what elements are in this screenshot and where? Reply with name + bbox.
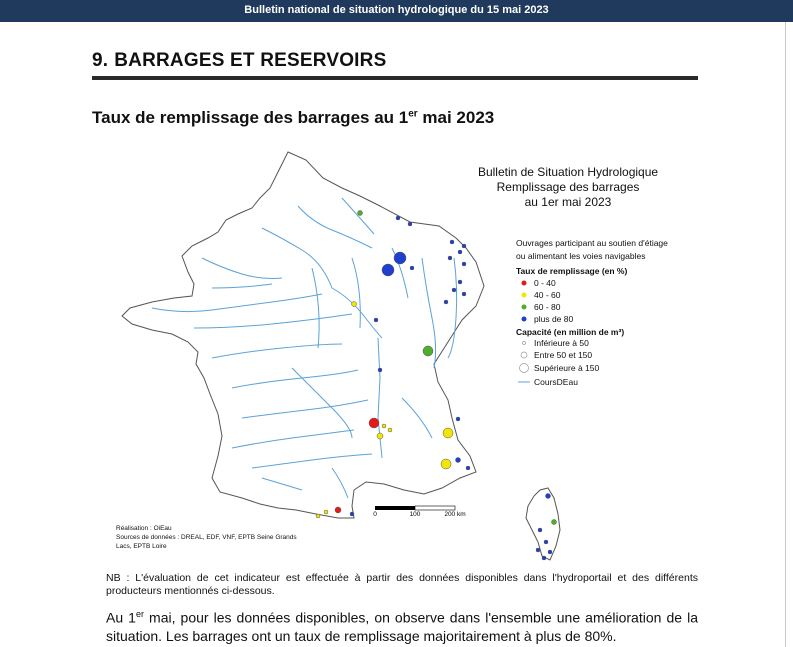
legend-intro-1: Ouvrages participant au soutien d'étiage <box>516 238 668 248</box>
reservoir-point <box>546 494 551 499</box>
figure-subtitle <box>92 108 494 128</box>
reservoir-point <box>458 280 462 284</box>
reservoir-point <box>316 514 320 518</box>
legend-intro-2: ou alimentant les voies navigables <box>516 251 646 261</box>
reservoir-point <box>408 222 412 226</box>
legend-swatch-blue <box>522 317 527 322</box>
reservoir-point <box>456 458 461 463</box>
reservoir-point <box>452 288 456 292</box>
scale-label: 200 km <box>444 511 466 518</box>
scale-label: 100 <box>409 511 421 518</box>
legend-rate-title: Taux de remplissage (en %) <box>516 266 628 276</box>
reservoir-point <box>350 512 354 516</box>
reservoir-point <box>352 302 357 307</box>
summary-paragraph <box>106 605 698 645</box>
reservoir-point <box>443 428 453 438</box>
reservoir-point <box>444 300 448 304</box>
reservoir-point <box>396 216 400 220</box>
reservoir-point <box>382 264 394 276</box>
legend-swatch-yellow <box>522 293 527 298</box>
legend-river-label: CoursDEau <box>534 377 578 387</box>
legend-rate-label: 0 - 40 <box>534 278 556 288</box>
paragraph-rest: mai, pour les données disponibles, on observe dans l'ensemble une amélioration de la situation. Les barrages ont un taux de remplissage majoritairement à plus de 80%. <box>106 609 698 644</box>
nb-note: NB : L'évaluation de cet indicateur est effectuée à partir des données disponibles dans l'hydroportail et des différents producteurs mentionnés ci-dessous. <box>106 572 698 597</box>
france-outline <box>122 152 484 518</box>
map-legend <box>516 238 668 387</box>
section-rule <box>92 76 698 80</box>
map-title-line-2: Remplissage des barrages <box>496 180 640 194</box>
reservoir-point <box>458 250 462 254</box>
legend-swatch-red <box>522 281 527 286</box>
reservoir-point <box>423 346 433 356</box>
map-credit-3: Lacs, EPTB Loire <box>116 543 167 550</box>
section-heading <box>92 50 386 72</box>
reservoir-point <box>552 520 557 525</box>
reservoir-point <box>378 368 382 372</box>
map-credit-1: Réalisation : OiEau <box>116 525 172 532</box>
reservoir-point <box>544 540 548 544</box>
scale-label: 0 <box>373 511 377 518</box>
reservoir-point <box>466 466 470 470</box>
map-title-line-1: Bulletin de Situation Hydrologique <box>477 165 659 179</box>
reservoir-point <box>538 528 542 532</box>
reservoir-point <box>462 292 466 296</box>
legend-swatch-green <box>522 305 527 310</box>
legend-cap-small <box>523 342 526 345</box>
reservoir-point <box>441 459 451 469</box>
paragraph-superscript: er <box>135 609 144 619</box>
legend-cap-label: Supérieure à 150 <box>534 363 600 373</box>
reservoir-map <box>92 138 698 568</box>
reservoir-point <box>358 211 363 216</box>
reservoir-point <box>377 433 383 439</box>
legend-cap-label: Inférieure à 50 <box>534 338 589 348</box>
subtitle-text-end: mai 2023 <box>417 108 495 127</box>
section-title: BARRAGES ET RESERVOIRS <box>114 50 387 71</box>
reservoir-point <box>374 318 378 322</box>
reservoir-point <box>335 507 341 513</box>
reservoir-point <box>394 252 406 264</box>
reservoir-point <box>536 548 540 552</box>
reservoir-point <box>369 418 379 428</box>
reservoir-point <box>388 428 392 432</box>
subtitle-superscript: er <box>408 108 418 120</box>
reservoir-point <box>548 550 552 554</box>
map-title-line-3: au 1er mai 2023 <box>524 195 612 209</box>
reservoir-point <box>462 262 466 266</box>
reservoir-point <box>324 510 328 514</box>
scale-bar <box>373 506 465 518</box>
page-edge-line <box>785 22 786 647</box>
legend-rate-label: plus de 80 <box>534 314 574 324</box>
reservoir-point <box>410 266 414 270</box>
reservoir-point <box>450 240 454 244</box>
subtitle-text-start: Taux de remplissage des barrages au 1 <box>92 108 409 127</box>
reservoir-point <box>382 424 386 428</box>
map-credit-2: Sources de données : DREAL, EDF, VNF, EPTB Seine Grands <box>116 534 297 541</box>
legend-cap-large <box>520 364 529 373</box>
bulletin-header: Bulletin national de situation hydrologique du 15 mai 2023 <box>0 0 793 22</box>
legend-cap-title: Capacité (en million de m³) <box>516 327 625 337</box>
legend-cap-medium <box>521 352 527 358</box>
reservoir-point <box>448 256 452 260</box>
reservoir-point <box>542 556 546 560</box>
legend-cap-label: Entre 50 et 150 <box>534 350 593 360</box>
section-number: 9. <box>92 50 109 71</box>
reservoir-point <box>456 417 460 421</box>
paragraph-start: Au 1 <box>106 609 136 626</box>
reservoir-point <box>462 244 466 248</box>
legend-rate-label: 40 - 60 <box>534 290 561 300</box>
legend-rate-label: 60 - 80 <box>534 302 561 312</box>
